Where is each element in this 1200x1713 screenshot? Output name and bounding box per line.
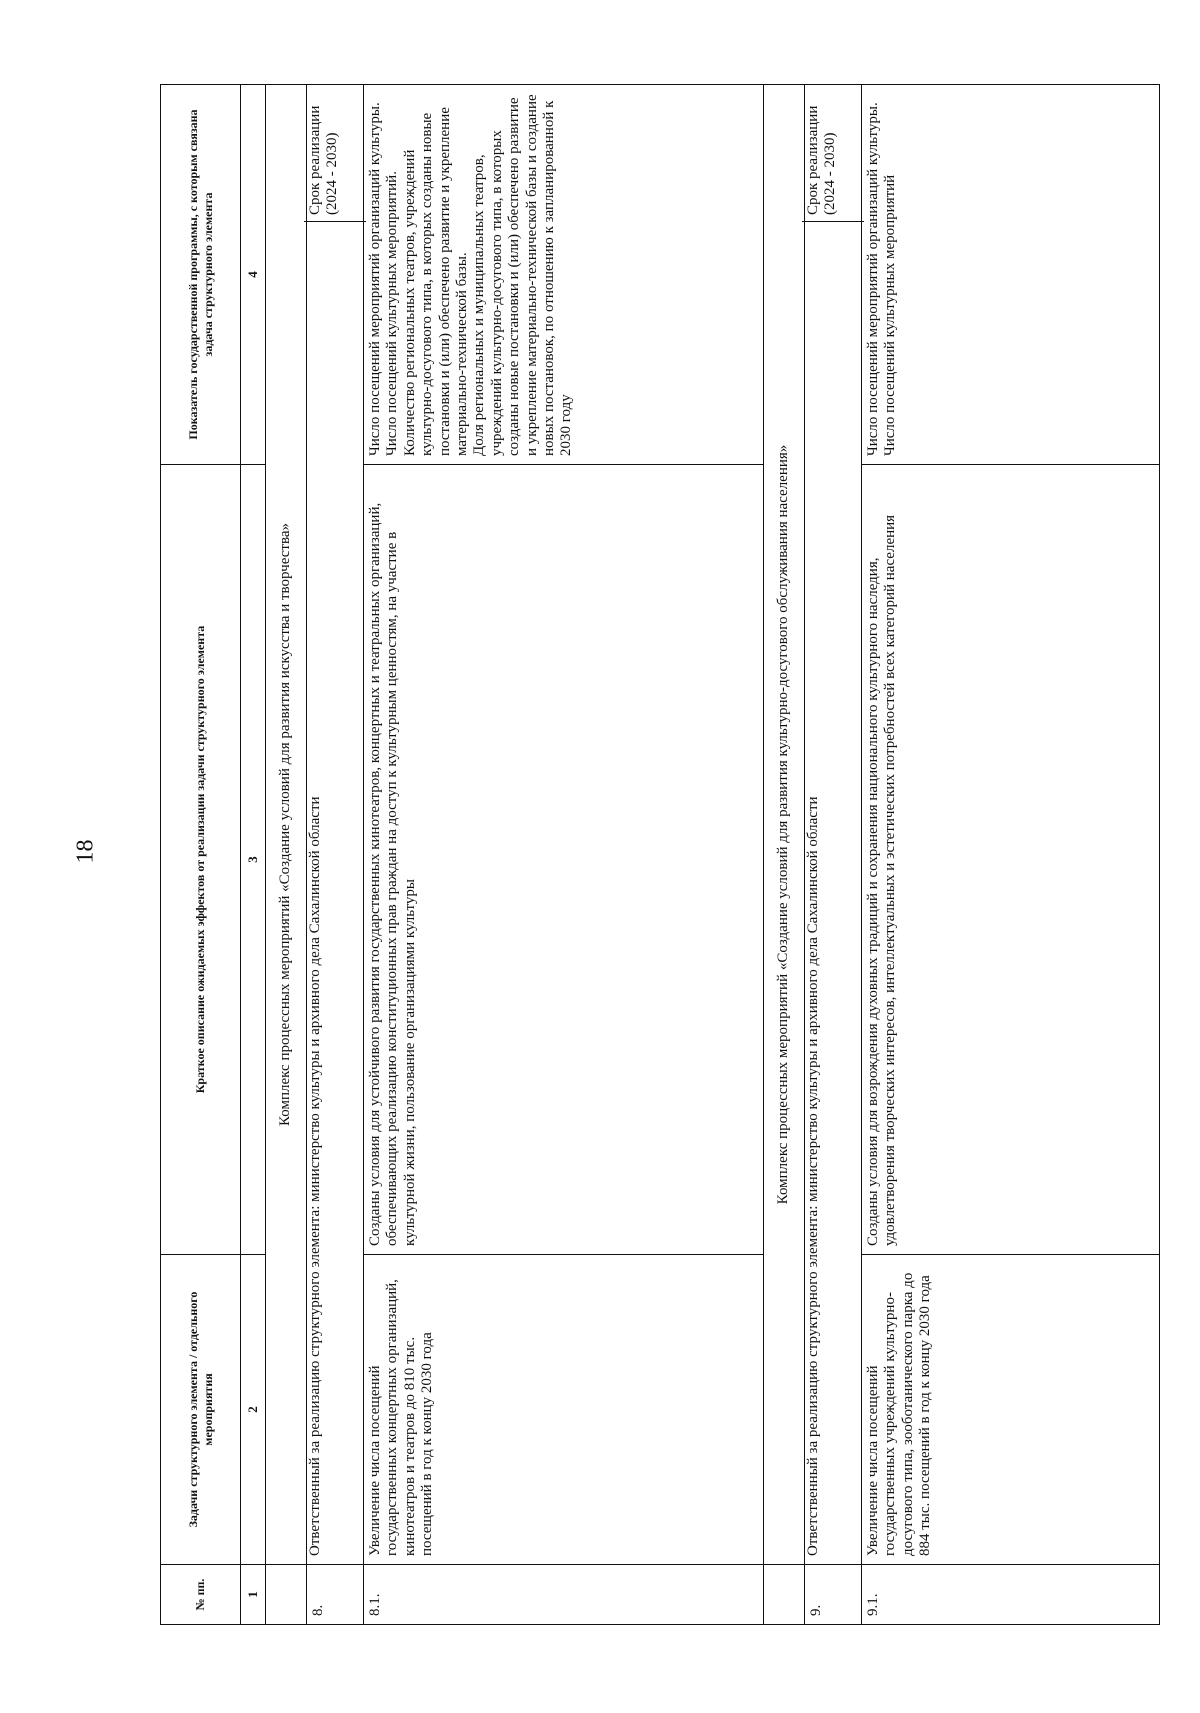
header-tasks: Задачи структурного элемента / отдельного мероприятия [161,1255,241,1565]
section-number: 9. [805,1565,862,1625]
section-title-row [266,85,307,1625]
rotated-table-container [160,85,1160,1625]
column-numbers-row [241,85,266,1625]
column-number: 3 [241,465,266,1255]
implementation-term: Срок реализации (2024 - 2030) [802,85,864,222]
section-title: Комплекс процессных мероприятий «Создание условий для развития искусства и творчества» [266,85,307,1565]
task-row [862,85,1160,1625]
column-number: 2 [241,1255,266,1565]
header-effects: Краткое описание ожидаемых эффектов от реализации задачи структурного элемента [161,465,241,1255]
responsible-text: Ответственный за реализацию структурного элемента: министерство культуры и архивного дела Сахалинской области [805,796,821,1556]
task-number: 8.1. [364,1565,764,1625]
structural-elements-table [160,84,1160,1625]
section-title: Комплекс процессных мероприятий «Создание условий для развития культурно-досугового обслуживания населения» [764,85,805,1565]
responsible-row [805,85,862,1625]
task-name: Увеличение числа посещений государственных концертных организаций, кинотеатров и театров до 810 тыс. посещений в год к концу 2030 года [364,1255,764,1565]
responsible-row [307,85,364,1625]
responsible-text: Ответственный за реализацию структурного элемента: министерство культуры и архивного дела Сахалинской области [307,796,323,1556]
task-number: 9.1. [862,1565,1160,1625]
task-effect: Созданы условия для устойчивого развития государственных кинотеатров, концертных и театральных организаций, обеспечивающих реализацию конституционных прав граждан на доступ к культурным ценностям, на участие в культурной жизни, пользование организациями культуры [364,465,764,1255]
section-title-row [764,85,805,1625]
task-indicator: Число посещений мероприятий организаций культуры. Число посещений культурных мероприятий. Количество региональных театров, учреждений культурно-досугового типа, в которых созданы новые постановки и (или) обеспечено развитие и укрепление материально-технической базы. Доля региональных и муниципальных театров, учреждений культурно-досугового типа, в которых созданы новые постановки и (или) обеспечено развитие и укрепление материально-технической базы и создание новых постановок, по отношению к запланированной к 2030 году [364,85,764,465]
task-indicator: Число посещений мероприятий организаций культуры. Число посещений культурных мероприятий [862,85,1160,465]
header-row [161,85,241,1625]
header-indicator: Показатель государственной программы, с которым связана задача структурного элемента [161,85,241,465]
section-number: 8. [307,1565,364,1625]
task-effect: Созданы условия для возрождения духовных традиций и сохранения национального культурного наследия, удовлетворения творческих интересов, интеллектуальных и эстетических потребностей всех категорий населения [862,465,1160,1255]
page-number: 18 [72,839,99,864]
column-number: 4 [241,85,266,465]
column-number: 1 [241,1565,266,1625]
implementation-term: Срок реализации (2024 - 2030) [304,85,366,222]
task-name: Увеличение числа посещений государственных учреждений культурно-досугового типа, зооботанического парка до 884 тыс. посещений в год к концу 2030 года [862,1255,1160,1565]
task-row [364,85,764,1625]
header-number: № пп. [161,1565,241,1625]
